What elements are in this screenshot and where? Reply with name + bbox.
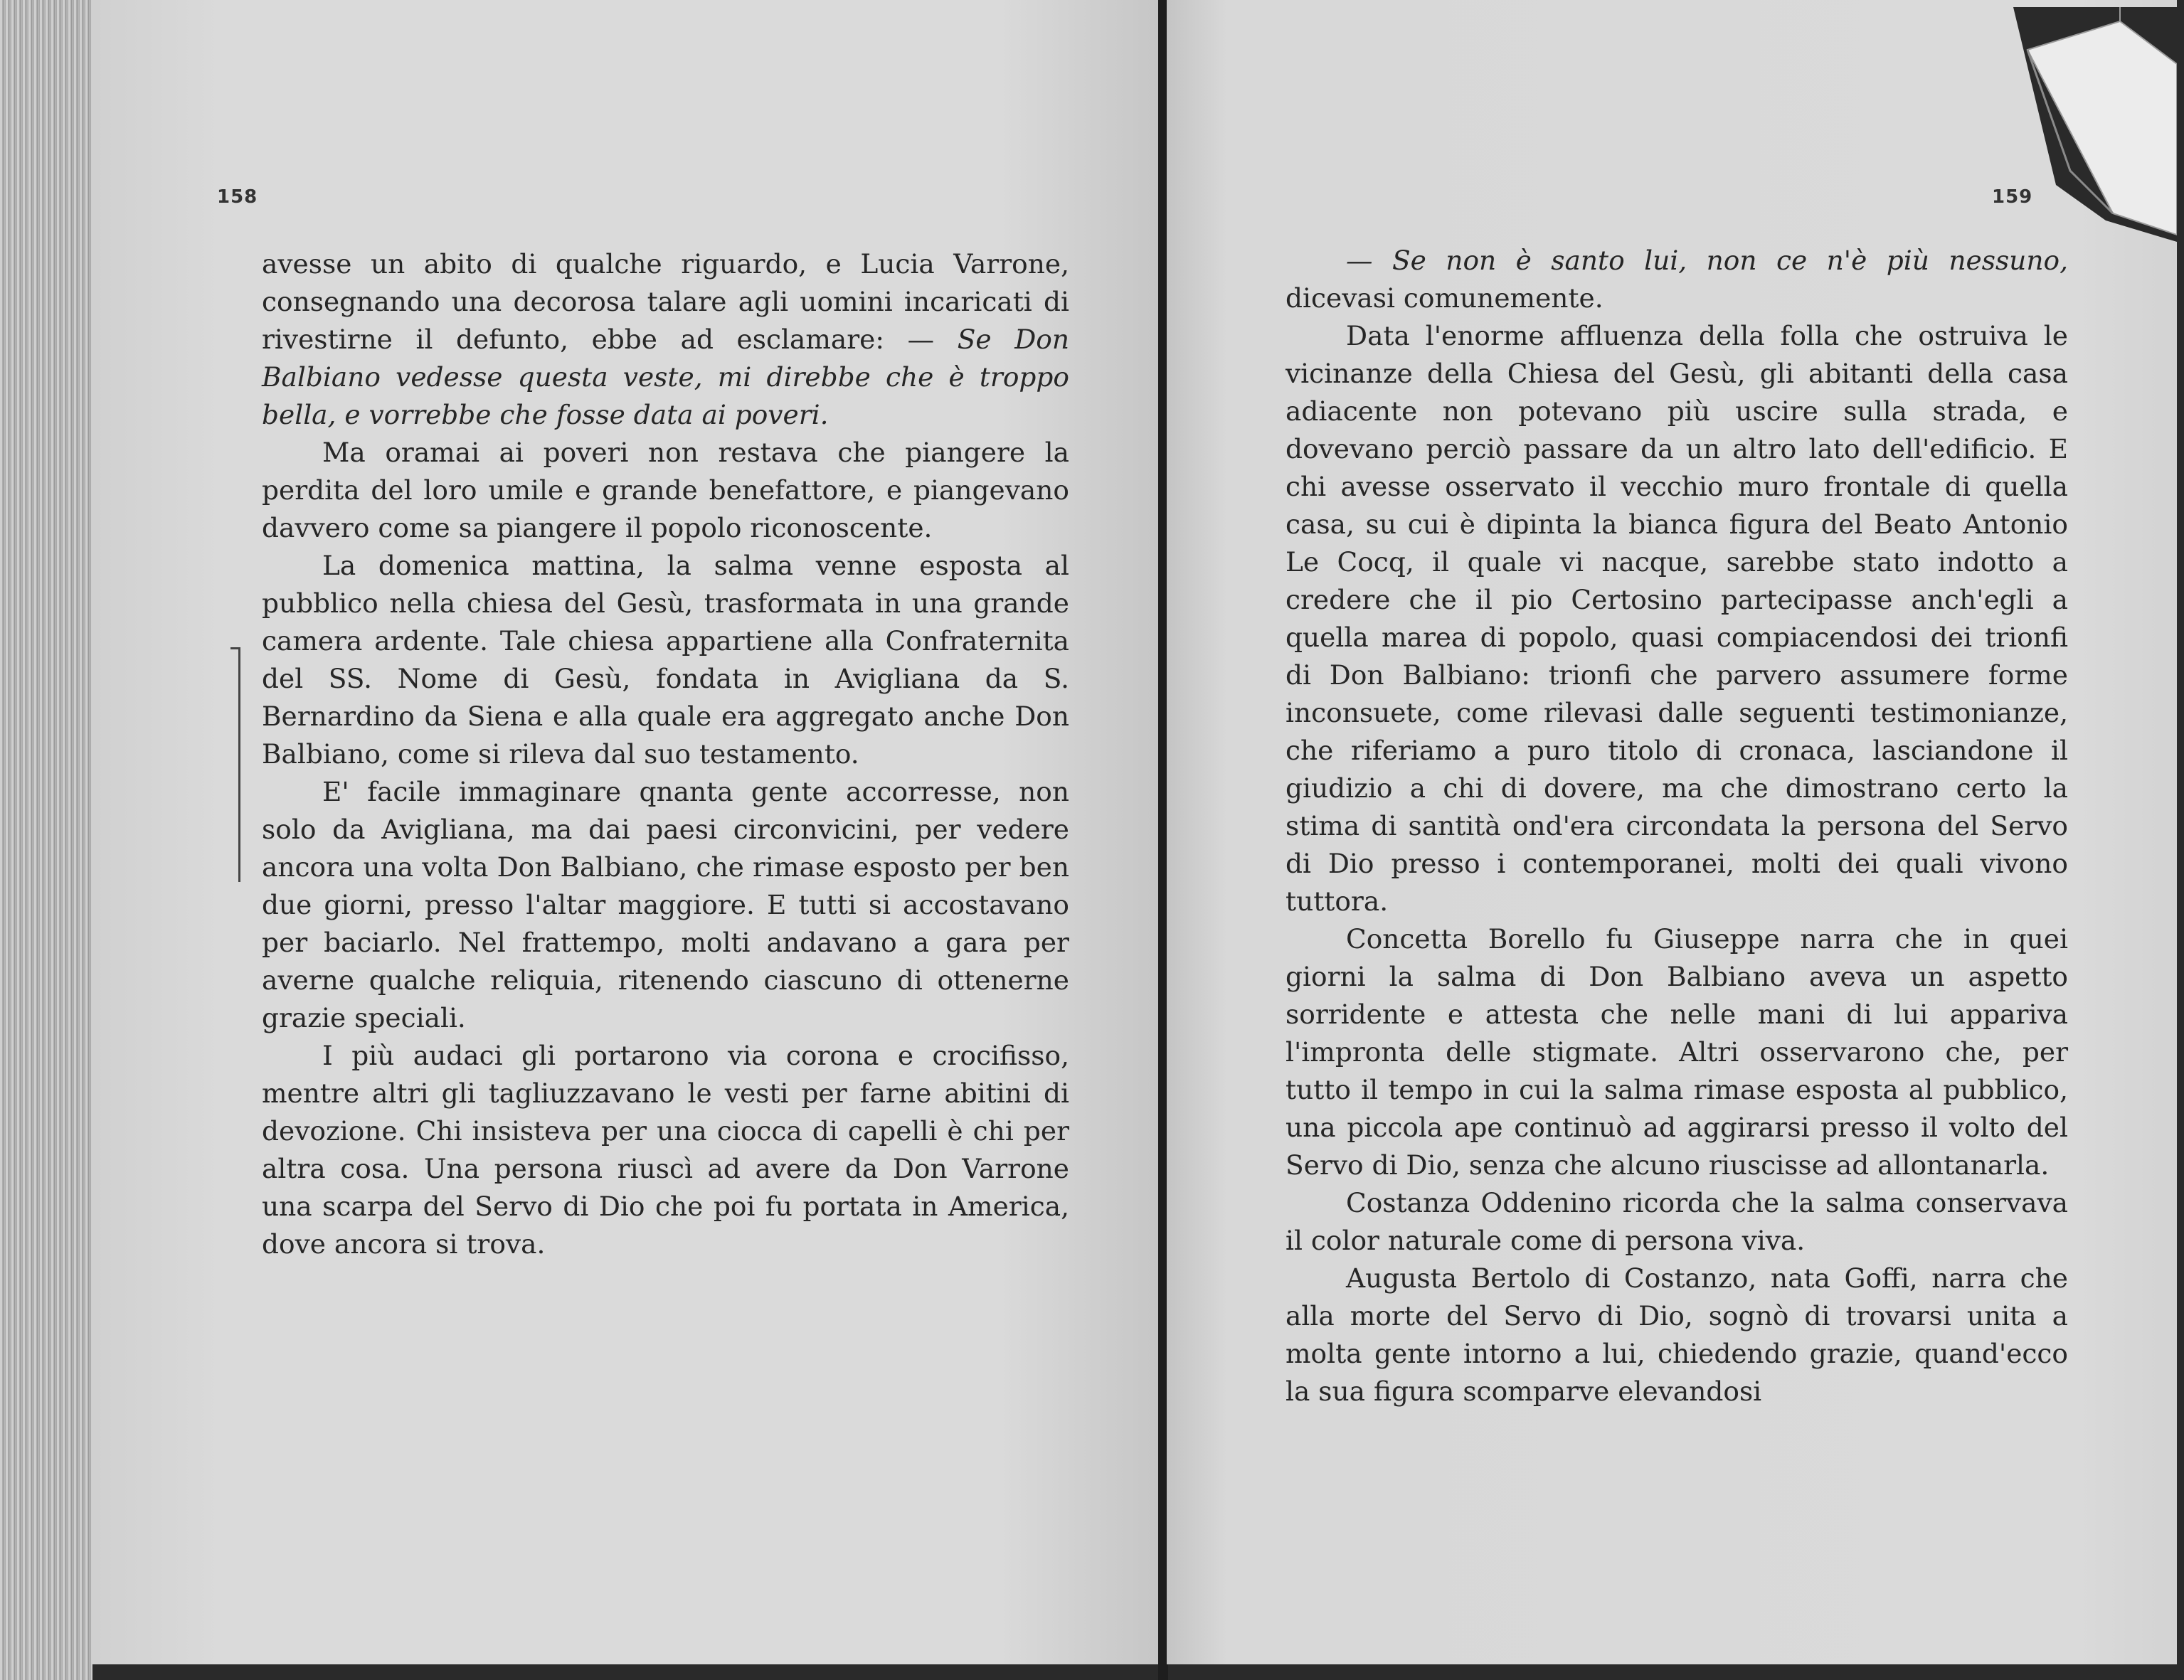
page-number: 158 [217,186,258,208]
quoted-speech: — Se non è santo lui, non ce n'è più nessuno, [1346,245,2068,276]
paragraph: I più audaci gli portarono via corona e crocifisso, mentre altri gli tagliuzzavano le vesti per farne abitini di devozione. Chi insisteva per una ciocca di capelli è chi per altra cosa. Una persona riuscì ad avere da Don Varrone una scarpa del Servo di Dio che poi fu portata in America, dove ancora si trova. [262,1040,1069,1260]
paragraph: E' facile immaginare qnanta gente accorresse, non solo da Avigliana, ma dai paesi circonvicini, per vedere ancora una volta Don Balbiano, che rimase esposto per ben due giorni, presso l'altar maggiore. E tutti si accostavano per baciarlo. Nel frattempo, molti andavano a gara per averne qualche reliquia, ritenendo ciascuno di ottenerne grazie speciali. [262,776,1069,1033]
paragraph: Costanza Oddenino ricorda che la salma conservava il color naturale come di persona viva. [1286,1187,2068,1256]
paragraph: La domenica mattina, la salma venne esposta al pubblico nella chiesa del Gesù, trasformata in una grande camera ardente. Tale chiesa appartiene alla Confraternita del SS. Nome di Gesù, fondata in Avigliana da S. Bernardino da Siena e alla quale era aggregato anche Don Balbiano, come si rileva dal suo testamento. [262,550,1069,770]
page-number: 159 [1992,186,2033,208]
paragraph [262,245,1069,434]
quoted-speech: Se Don Balbiano vedesse questa veste, mi direbbe che è troppo bella, e vorrebbe che fosse data ai poveri. [262,324,1069,430]
paragraph: Data l'enorme affluenza della folla che ostruiva le vicinanze della Chiesa del Gesù, gli abitanti della casa adiacente non potevano più uscire sulla strada, e dovevano perciò passare da un altro lato dell'edificio. E chi avesse osservato il vecchio muro frontale di quella casa, su cui è dipinta la bianca figura del Beato Antonio Le Cocq, il quale vi nacque, sarebbe stato indotto a credere che il pio Certosino partecipasse anch'egli a quella marea di popolo, quasi compiacendosi dei trionfi di Don Balbiano: trionfi che parvero assumere forme inconsuete, come rilevasi dalle seguenti testimonianze, che riferiamo a puro titolo di cronaca, lasciandone il giudizio a chi di dovere, ma che dimostrano certo la stima di santità ond'era circondata la persona del Servo di Dio presso i contemporanei, molti dei quali vivono tuttora. [1286,320,2068,917]
page-edges [0,0,92,1680]
paragraph-text: dicevasi comunemente. [1286,282,1603,314]
paragraph: Augusta Bertolo di Costanzo, nata Goffi, narra che alla morte del Servo di Dio, sognò di trovarsi unita a molta gente intorno a lui, chiedendo grazie, quand'ecco la sua figura scomparve elevandosi [1286,1262,2068,1407]
paragraph: Ma oramai ai poveri non restava che piangere la perdita del loro umile e grande benefattore, e piangevano davvero come sa piangere il popolo riconoscente. [262,437,1069,543]
margin-mark [238,647,245,882]
right-page-text [1286,242,2068,1410]
paragraph [1286,242,2068,317]
paragraph: Concetta Borello fu Giuseppe narra che in quei giorni la salma di Don Balbiano aveva un aspetto sorridente e attesta che nelle mani di lui appariva l'impronta delle stigmate. Altri osservarono che, per tutto il tempo in cui la salma rimase esposta al pubblico, una piccola ape continuò ad aggirarsi presso il volto del Servo di Dio, senza che alcuno riuscisse ad allontanarla. [1286,923,2068,1181]
folded-corner [2013,7,2177,242]
paragraph-text: avesse un abito di qualche riguardo, e Lucia Varrone, consegnando una decorosa talare agli uomini incaricati di rivestirne il defunto, ebbe ad esclamare: — [262,248,1069,355]
left-page-text [262,245,1069,1263]
